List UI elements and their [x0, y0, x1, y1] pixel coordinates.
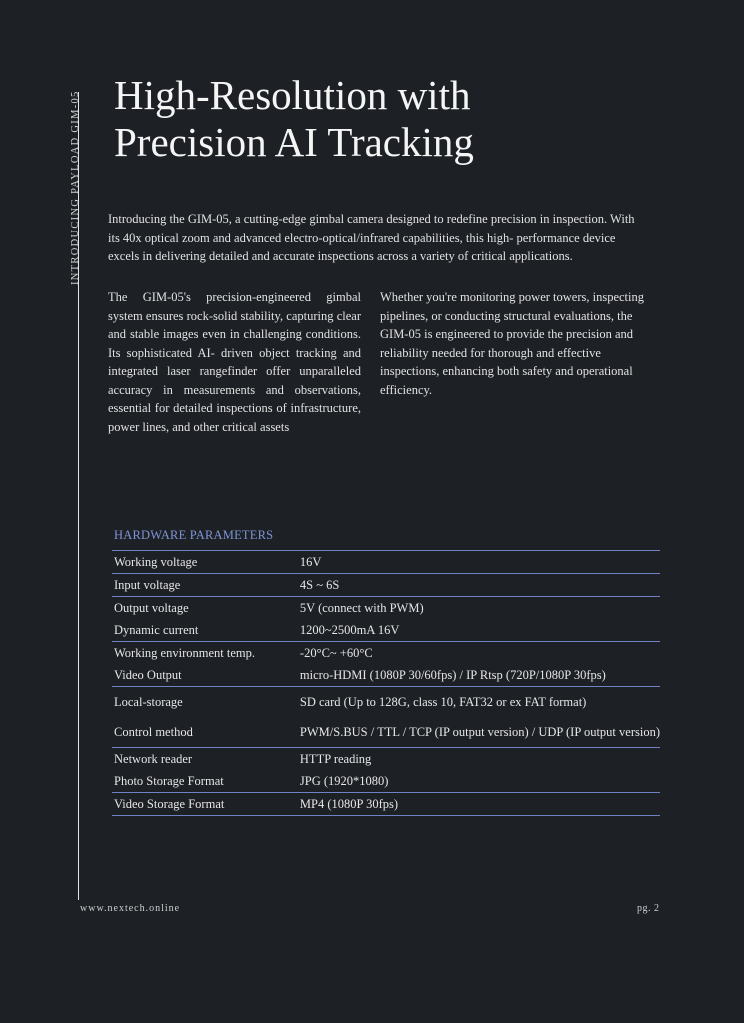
- param-value: micro-HDMI (1080P 30/60fps) / IP Rtsp (720P/1080P 30fps): [298, 664, 660, 687]
- table-row: [112, 770, 660, 793]
- intro-paragraph: Introducing the GIM-05, a cutting-edge gimbal camera designed to redefine precision in inspection. With its 40x optical zoom and advanced electro-optical/infrared capabilities, this high- performance device excels in delivering detailed and accurate inspections across a variety of critical applications.: [108, 212, 635, 263]
- param-value: 1200~2500mA 16V: [298, 619, 660, 642]
- table-row: [112, 574, 660, 597]
- param-label: Dynamic current: [112, 619, 298, 642]
- param-label: Photo Storage Format: [112, 770, 298, 793]
- table-row: [112, 717, 660, 748]
- table-row: [112, 642, 660, 665]
- table-row: [112, 687, 660, 718]
- hardware-parameters-heading: HARDWARE PARAMETERS: [114, 528, 274, 542]
- param-label: Working environment temp.: [114, 645, 255, 660]
- page-title-line-1: High-Resolution with: [114, 72, 471, 118]
- footer-page-number: pg. 2: [637, 903, 660, 914]
- param-value: SD card (Up to 128G, class 10, FAT32 or ex FAT format): [299, 694, 587, 709]
- param-value: MP4 (1080P 30fps): [298, 793, 660, 816]
- param-label: Working voltage: [112, 551, 298, 574]
- param-value: JPG (1920*1080): [298, 770, 660, 793]
- param-label: Video Storage Format: [112, 793, 298, 816]
- param-value: 16V: [298, 551, 660, 574]
- body-right-paragraph: Whether you're monitoring power towers, inspecting pipelines, or conducting structural evaluations, the GIM-05 is engineered to provide the precision and reliability needed for thorough and effective inspections, enhancing both safety and operational efficiency.: [380, 290, 644, 397]
- param-value: 5V (connect with PWM): [299, 600, 424, 615]
- table-row: [112, 664, 660, 687]
- page-title: [114, 72, 474, 166]
- param-label: Local-storage: [114, 694, 183, 709]
- page-title-line-2: Precision AI Tracking: [114, 119, 474, 165]
- param-label: Output voltage: [114, 600, 189, 615]
- param-label: Video Output: [112, 664, 298, 687]
- table-row: [112, 619, 660, 642]
- table-row: [112, 597, 660, 620]
- table-row: [112, 748, 660, 771]
- param-value: -20°C~ +60°C: [299, 645, 373, 660]
- footer-website-link[interactable]: www.nextech.online: [80, 903, 181, 914]
- table-row: [112, 793, 660, 816]
- body-left-paragraph: The GIM-05's precision-engineered gimbal system ensures rock-solid stability, capturing clear and stable images even in challenging conditions. Its sophisticated AI- driven object tracking and integrated laser rangefinder offer unparalleled accuracy in measurements and observations, essential for detailed inspections of infrastructure, power lines, and other critical assets: [108, 290, 361, 434]
- param-value: PWM/S.BUS / TTL / TCP (IP output version) / UDP (IP output version): [298, 717, 660, 748]
- param-value: HTTP reading: [299, 751, 372, 766]
- param-label: Control method: [112, 717, 298, 748]
- param-label: Input voltage: [112, 574, 298, 597]
- side-label: INTRODUCING PAYLOAD GIM-05: [70, 90, 81, 285]
- table-row: [112, 551, 660, 574]
- param-label: Network reader: [114, 751, 193, 766]
- param-value: 4S ~ 6S: [298, 574, 660, 597]
- hardware-parameters-table: [112, 550, 660, 816]
